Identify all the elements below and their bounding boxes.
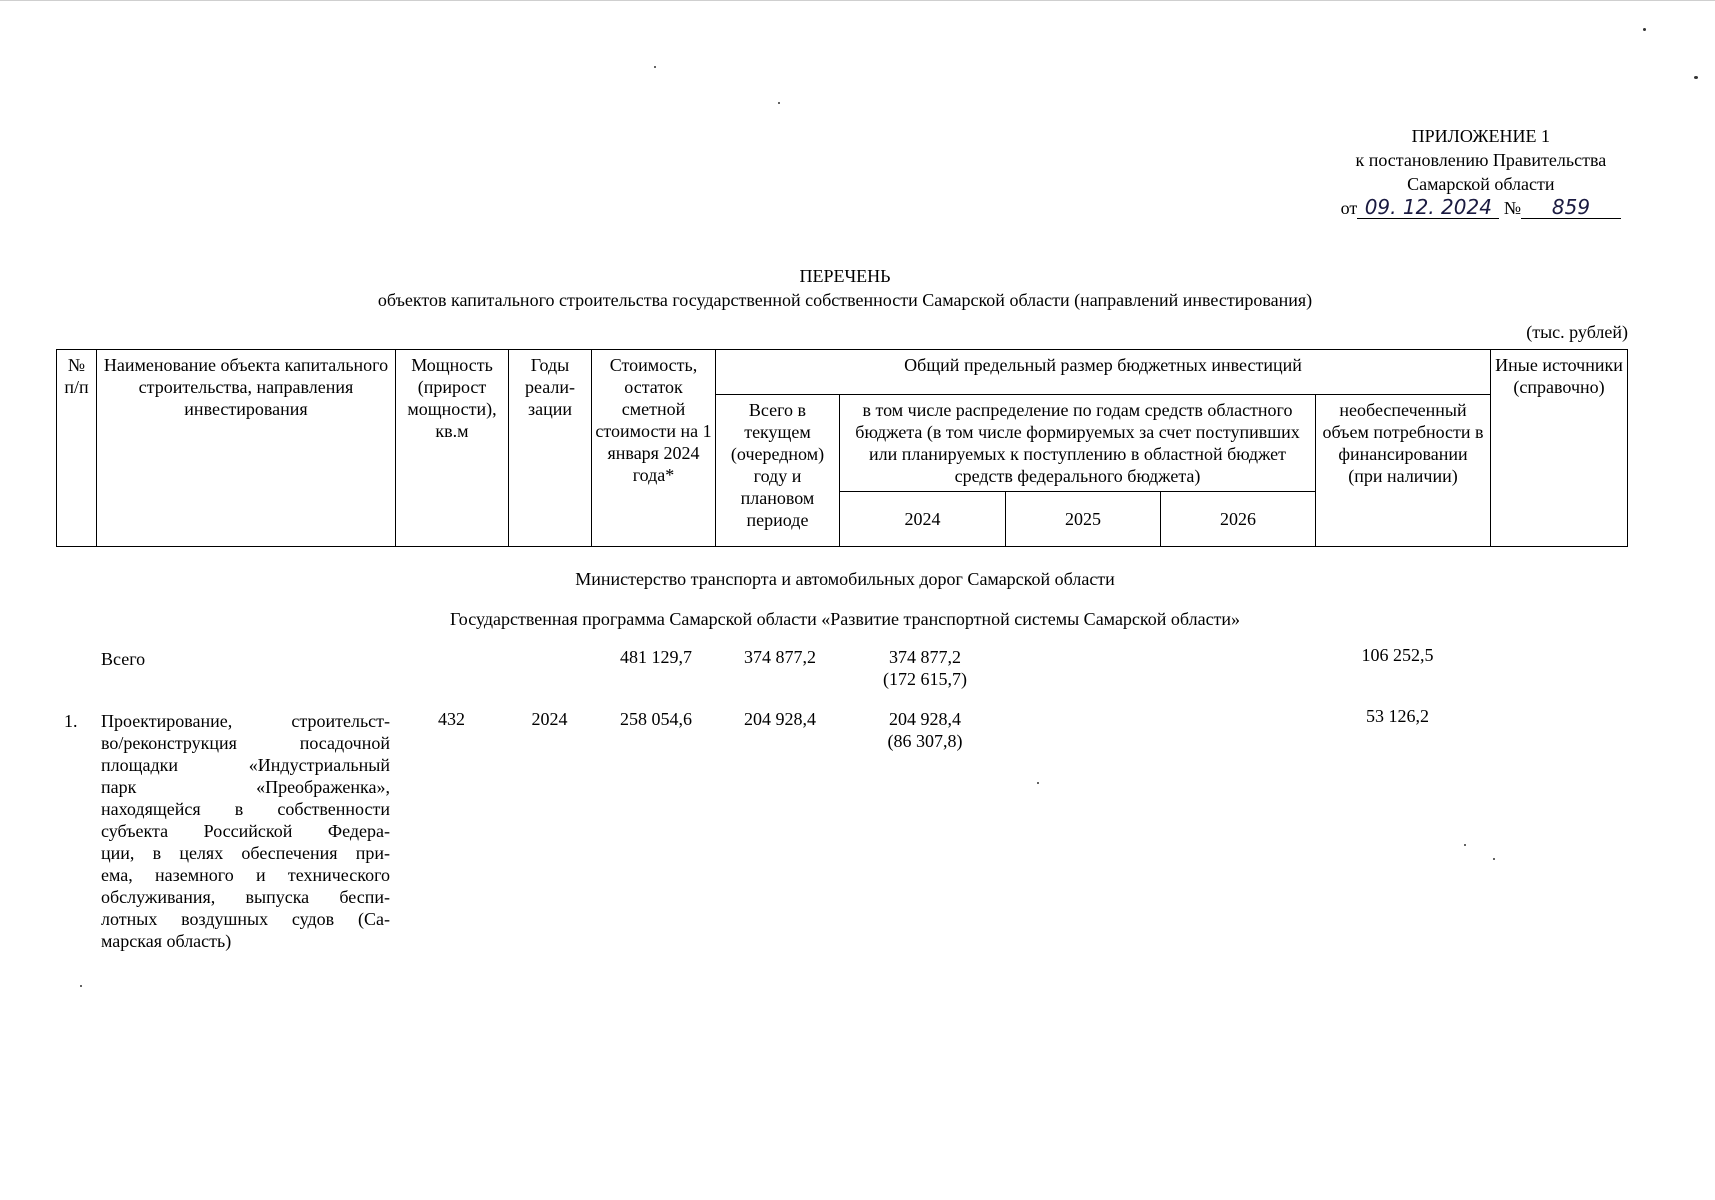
row-1-name-line: парк «Преображенка»,: [101, 777, 390, 797]
ministry-heading: Министерство транспорта и автомобильных дорог Самарской области: [575, 569, 1115, 589]
row-1-name: [101, 710, 390, 952]
row-1-name-line: находящейся в собственности: [101, 799, 390, 819]
header-year-2026: 2026: [1161, 492, 1316, 547]
document-subtitle: объектов капитального строительства государственной собственности Самарской области (направлений инвестирования): [377, 290, 1313, 310]
row-1-other: 53 126,2: [1366, 706, 1429, 726]
header-num: № п/п: [57, 350, 97, 547]
scan-speck: [1694, 76, 1698, 79]
row-1-name-line: лотных воздушных судов (Са-: [101, 909, 390, 929]
document-title: ПЕРЕЧЕНЬ: [799, 266, 891, 286]
scan-speck: [1643, 28, 1646, 31]
appendix-line-3: Самарской области: [1407, 174, 1555, 194]
row-total-other: 106 252,5: [1361, 645, 1434, 665]
header-year-2024: 2024: [840, 492, 1006, 547]
row-1-2024: 204 928,4: [889, 709, 961, 729]
row-1-capacity: 432: [438, 709, 465, 729]
appendix-line-2: к постановлению Правительства: [1355, 150, 1607, 170]
appendix-date-line: [1341, 196, 1621, 220]
scan-speck: [1464, 844, 1466, 846]
scan-speck: [654, 66, 656, 68]
row-1-total: 204 928,4: [744, 709, 816, 729]
row-total-name: Всего: [101, 649, 146, 669]
header-distribution: в том числе распределение по годам средств областного бюджета (в том числе формируемых за счет поступивших или планируемых к поступлению в областной бюджет средств федерального бюджета): [840, 395, 1316, 492]
date-prefix: от: [1340, 198, 1358, 218]
row-1-name-line: Проектирование, строительст-: [101, 711, 390, 731]
scan-speck: [1493, 858, 1495, 860]
header-cost: Стоимость, остаток сметной стоимости на 1 января 2024 года*: [592, 350, 716, 547]
row-total-2024-federal: (172 615,7): [883, 669, 967, 689]
row-1-name-line: субъекта Российской Федера-: [101, 821, 390, 841]
header-total-group: Общий предельный размер бюджетных инвестиций: [716, 350, 1491, 395]
row-1-name-line: площадки «Индустриальный: [101, 755, 390, 775]
scan-edge-line: [0, 0, 1715, 1]
units-label: (тыс. рублей): [1526, 322, 1628, 342]
header-capacity: Мощность (прирост мощности), кв.м: [396, 350, 509, 547]
appendix-block: [1341, 124, 1621, 220]
handwritten-date: 09. 12. 2024: [1357, 196, 1499, 219]
row-1-name-line: марская область): [101, 931, 232, 951]
row-1-years: 2024: [531, 709, 568, 729]
scan-speck: [778, 102, 780, 104]
row-1-name-line: обслуживания, выпуска беспи-: [101, 887, 390, 907]
investment-table-header: [56, 349, 1628, 547]
document-title-block: [0, 264, 1690, 312]
appendix-title: ПРИЛОЖЕНИЕ 1: [1411, 126, 1551, 146]
scan-speck: [1037, 782, 1039, 784]
program-heading: Государственная программа Самарской области «Развитие транспортной системы Самарской области»: [449, 609, 1241, 629]
row-1-name-line: ема, наземного и технического: [101, 865, 390, 885]
row-1-2024-federal: (86 307,8): [887, 731, 963, 751]
row-1-cost: 258 054,6: [620, 709, 692, 729]
header-total: Всего в текущем (очередном) году и плановом периоде: [716, 395, 840, 547]
number-prefix: №: [1503, 198, 1521, 218]
row-total-2024: 374 877,2: [889, 647, 961, 667]
header-unsecured: необеспеченный объем потребности в финансировании (при наличии): [1316, 395, 1491, 547]
row-total-cost: 481 129,7: [620, 647, 692, 667]
scan-speck: [80, 985, 82, 987]
row-total-total: 374 877,2: [744, 647, 816, 667]
header-name: Наименование объекта капитального строительства, направления инвестирования: [97, 350, 396, 547]
header-years: Годы реали-зации: [509, 350, 592, 547]
handwritten-number: 859: [1521, 196, 1621, 219]
header-other: Иные источники (справочно): [1491, 350, 1628, 547]
row-1-name-line: во/реконструкция посадочной: [101, 733, 390, 753]
row-1-num: 1.: [64, 711, 78, 731]
header-year-2025: 2025: [1006, 492, 1161, 547]
row-1-name-line: ции, в целях обеспечения при-: [101, 843, 390, 863]
